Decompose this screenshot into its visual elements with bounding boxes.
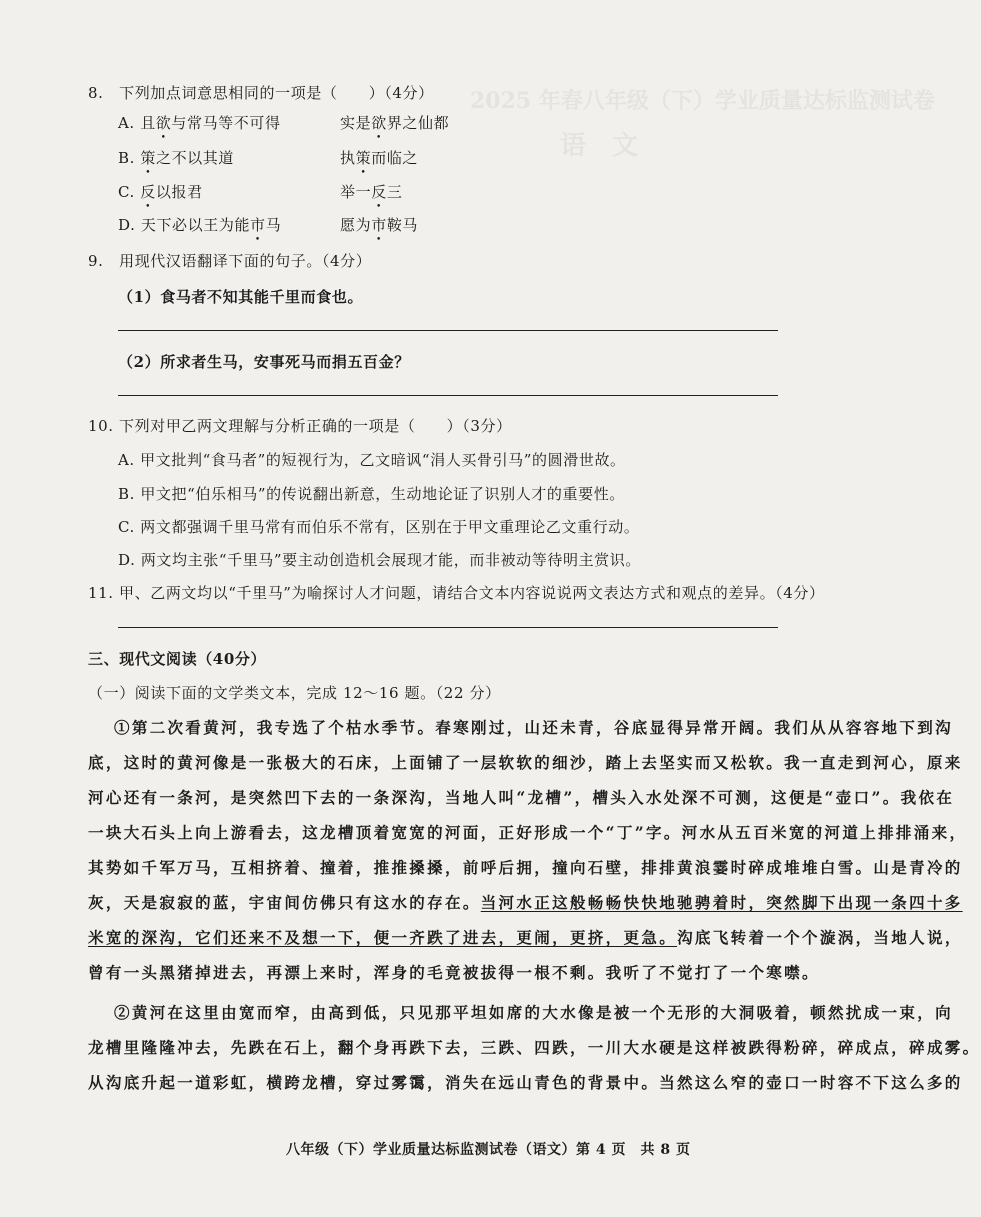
bleed-through-title: 2025 年春八年级（下）学业质量达标监测试卷 xyxy=(470,88,935,114)
exam-page: 2025 年春八年级（下）学业质量达标监测试卷 语 文 8. 下列加点词意思相同的一项是（ ）（4分） A. 且欲与常马等不可得 实是欲界之仙都 B. 策之不以其道 执策而临之 C. 反以报君 举一反三 D. 天下必以王为能市马 愿为市鞍马 9. 用现代汉语翻译下面的句子。（4分） （1）食马者不知其能千里而食也。 （2）所求者生马，安事死马而捐五百金？ 10. 下列对甲乙两文理解与分析正确的一项是（ ）（3分） A. 甲文批判“食马者”的短视行为，乙文暗讽“涓人买骨引马”的圆滑世故。 B. 甲文把“伯乐相马”的传说翻出新意，生动地论证了识别人才的重要性。 C. 两文都强调千里马常有而伯乐不常有，区别在于甲文重理论乙文重行动。 D. 两文均主张“千里马”要主动创造机会展现才能，而非被动等待明主赏识。 11. 甲、乙两文均以“千里马”为喻探讨人才问题，请结合文本内容说说两文表达方式和观点的差异。（4分） 三、现代文阅读（40分） （一）阅读下面的文学类文本，完成 12～16 题。（22 分） ①第二次看黄河，我专选了个枯水季节。春寒刚过，山还未青，谷底显得异常开阔。我们从从容容地下到沟 底，这时的黄河像是一张极大的石床，上面铺了一层软软的细沙，踏上去坚实而又松软。我一直走到河心，原来 河心还有一条河，是突然凹下去的一条深沟，当地人叫“龙槽”，槽头入水处深不可测，这便是“壶口”。我依在 一块大石头上向上游看去，这龙槽顶着宽宽的河面，正好形成一个“丁”字。河水从五百米宽的河道上排排涌来， 其势如千军万马，互相挤着、撞着，推推搡搡，前呼后拥，撞向石壁，排排黄浪霎时碎成堆堆白雪。山是青冷的 灰，天是寂寂的蓝，宇宙间仿佛只有这水的存在。当河水正这般畅畅快快地驰骋着时，突然脚下出现一条四十多 米宽的深沟，它们还来不及想一下，便一齐跌了进去，更闹，更挤，更急。沟底飞转着一个个漩涡，当地人说， 曾有一头黑猪掉进去，再漂上来时，浑身的毛竟被拔得一根不剩。我听了不觉打了一个寒噤。 ②黄河在这里由宽而窄，由高到低，只见那平坦如席的大水像是被一个无形的大洞吸着，顿然扰成一束，向 龙槽里隆隆冲去，先跌在石上，翻个身再跌下去，三跌、四跌，一川大水硬是这样被跌得粉碎，碎成点，碎成雾。 从沟底升起一道彩虹，横跨龙槽，穿过雾霭，消失在远山青色的背景中。当然这么窄的壶口一时容不下这么多的 八年级（下）学业质量达标监测试卷（语文）第 4 页 共 8 页 xyxy=(88,84,981,1158)
q8-stem: 8. 下列加点词意思相同的一项是（ ）（4分） xyxy=(88,84,434,102)
section-subtitle: （一）阅读下面的文学类文本，完成 12～16 题。（22 分） xyxy=(88,684,501,702)
underlined-sentence: 米宽的深沟，它们还来不及想一下，便一齐跌了进去，更闹，更挤，更急。 xyxy=(88,928,678,947)
page-footer: 八年级（下）学业质量达标监测试卷（语文）第 4 页 共 8 页 xyxy=(286,1142,691,1158)
dotted-char: 市 xyxy=(250,216,266,234)
passage-line: 河心还有一条河，是突然凹下去的一条深沟，当地人叫“龙槽”，槽头入水处深不可测，这便是“壶口”。我依在 xyxy=(88,788,955,807)
underlined-sentence: 当河水正这般畅畅快快地驰骋着时，突然脚下出现一条四十多 xyxy=(480,893,963,912)
q9-stem: 9. 用现代汉语翻译下面的句子。（4分） xyxy=(88,252,372,270)
dotted-char: 策 xyxy=(355,149,372,167)
answer-line xyxy=(118,627,778,628)
dotted-char: 反 xyxy=(140,183,156,201)
dotted-char: 反 xyxy=(371,183,387,201)
passage-line: 一块大石头上向上游看去，这龙槽顶着宽宽的河面，正好形成一个“丁”字。河水从五百米宽的河道上排排涌来， xyxy=(88,823,968,842)
passage-line: ②黄河在这里由宽而窄，由高到低，只见那平坦如席的大水像是被一个无形的大洞吸着，顿然扰成一束，向 xyxy=(114,1003,953,1022)
passage-line: 灰，天是寂寂的蓝，宇宙间仿佛只有这水的存在。当河水正这般畅畅快快地驰骋着时，突然脚下出现一条四十多 xyxy=(88,893,963,912)
q10-option-c: C. 两文都强调千里马常有而伯乐不常有，区别在于甲文重理论乙文重行动。 xyxy=(118,518,640,536)
dotted-char: 市 xyxy=(371,216,387,234)
dotted-char: 策 xyxy=(140,149,156,167)
q10-option-b: B. 甲文把“伯乐相马”的传说翻出新意，生动地论证了识别人才的重要性。 xyxy=(118,485,625,503)
passage-line: ①第二次看黄河，我专选了个枯水季节。春寒刚过，山还未青，谷底显得异常开阔。我们从从容容地下到沟 xyxy=(114,718,953,737)
passage-line: 底，这时的黄河像是一张极大的石床，上面铺了一层软软的细沙，踏上去坚实而又松软。我一直走到河心，原来 xyxy=(88,753,963,772)
q11-stem: 11. 甲、乙两文均以“千里马”为喻探讨人才问题，请结合文本内容说说两文表达方式和观点的差异。（4分） xyxy=(88,584,825,602)
bleed-through-subject: 语 文 xyxy=(560,131,639,161)
answer-line xyxy=(118,330,778,331)
q9-sentence-1: （1）食马者不知其能千里而食也。 xyxy=(118,288,364,306)
passage-line: 曾有一头黑猪掉进去，再漂上来时，浑身的毛竟被拔得一根不剩。我听了不觉打了一个寒噤。 xyxy=(88,963,820,982)
q10-stem: 10. 下列对甲乙两文理解与分析正确的一项是（ ）（3分） xyxy=(88,417,512,435)
dotted-char: 欲 xyxy=(371,114,387,132)
answer-line xyxy=(118,395,778,396)
passage-line: 从沟底升起一道彩虹，横跨龙槽，穿过雾霭，消失在远山青色的背景中。当然这么窄的壶口一时容不下这么多的 xyxy=(88,1073,963,1092)
q10-option-d: D. 两文均主张“千里马”要主动创造机会展现才能，而非被动等待明主赏识。 xyxy=(118,551,641,569)
q10-option-a: A. 甲文批判“食马者”的短视行为，乙文暗讽“涓人买骨引马”的圆滑世故。 xyxy=(118,451,626,469)
q9-sentence-2: （2）所求者生马，安事死马而捐五百金？ xyxy=(118,353,410,371)
passage-line: 其势如千军万马，互相挤着、撞着，推推搡搡，前呼后拥，撞向石壁，排排黄浪霎时碎成堆堆白雪。山是青冷的 xyxy=(88,858,963,877)
dotted-char: 欲 xyxy=(155,114,172,132)
passage-line: 米宽的深沟，它们还来不及想一下，便一齐跌了进去，更闹，更挤，更急。沟底飞转着一个个漩涡，当地人说， xyxy=(88,928,963,947)
section-title: 三、现代文阅读（40分） xyxy=(88,650,267,668)
passage-line: 龙槽里隆隆冲去，先跌在石上，翻个身再跌下去，三跌、四跌，一川大水硬是这样被跌得粉碎，碎成点，碎成雾。 xyxy=(88,1038,981,1057)
